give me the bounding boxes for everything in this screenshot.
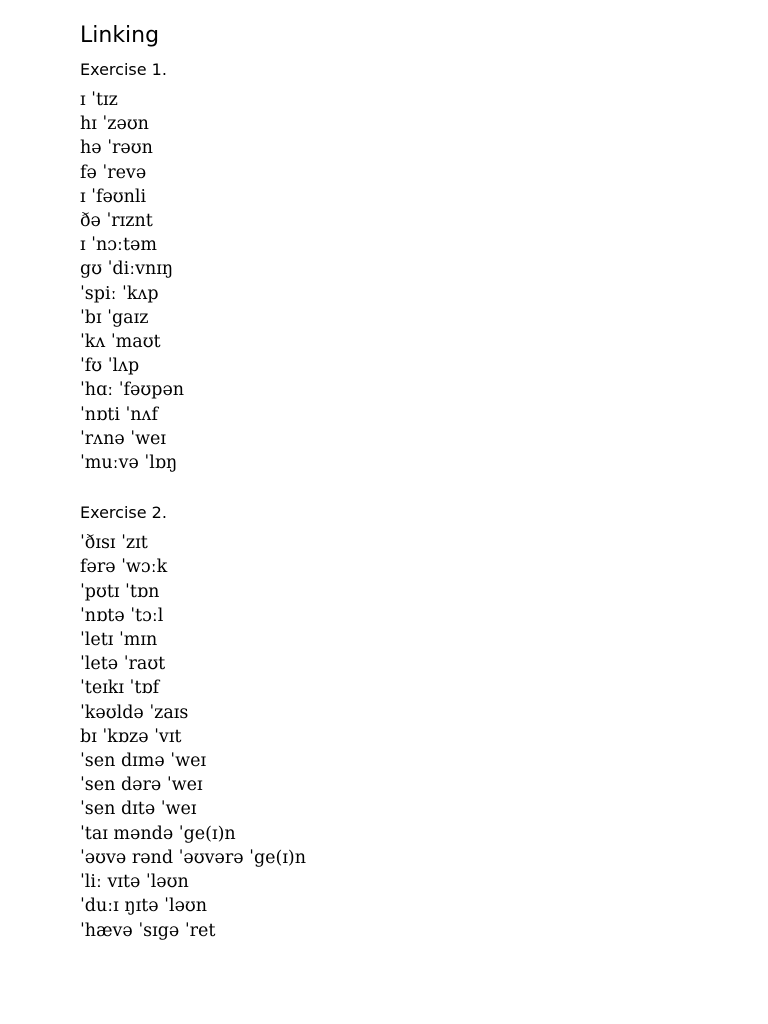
transcription-line: ˈbɪ ˈgaɪz	[80, 307, 149, 328]
exercise-2-list	[80, 531, 720, 942]
exercise-1-list	[80, 88, 720, 475]
section-spacer	[80, 475, 720, 503]
transcription-line: hɪ ˈzəʊn	[80, 114, 149, 135]
transcription-line: ˈfʊ ˈlʌp	[80, 356, 140, 377]
transcription-line: ˈliː vɪtə ˈləʊn	[80, 872, 189, 893]
transcription-line: ɪ ˈfəʊnli	[80, 186, 147, 207]
transcription-line: ˈletə ˈraʊt	[80, 654, 166, 675]
transcription-line: fə ˈrevə	[80, 162, 147, 183]
document-page	[80, 22, 720, 943]
transcription-line: ˈduːɪ ŋɪtə ˈləʊn	[80, 896, 208, 917]
transcription-line: ˈteɪkɪ ˈtɒf	[80, 678, 160, 699]
transcription-line: ˈmuːvə ˈlɒŋ	[80, 453, 178, 474]
transcription-line: ˈletɪ ˈmɪn	[80, 630, 158, 651]
exercise-1-heading: Exercise 1.	[80, 60, 167, 79]
exercise-2-section	[80, 503, 720, 942]
transcription-line: ˈspiː ˈkʌp	[80, 283, 159, 304]
transcription-line: ˈhɑː ˈfəʊpən	[80, 380, 185, 401]
transcription-line: ˈrʌnə ˈweɪ	[80, 428, 166, 449]
exercise-2-heading: Exercise 2.	[80, 503, 167, 523]
document-title: Linking	[80, 23, 160, 48]
transcription-line: ˈkʌ ˈmaʊt	[80, 332, 161, 353]
transcription-line: hə ˈrəʊn	[80, 138, 153, 159]
transcription-line: ˈpʊtɪ ˈtɒn	[80, 581, 160, 602]
transcription-line: ɪ ˈnɔːtəm	[80, 235, 157, 256]
transcription-line: ˈkəʊldə ˈzaɪs	[80, 702, 189, 723]
transcription-line: ˈəʊvə rənd ˈəʊvərə ˈge(ɪ)n	[80, 847, 307, 868]
exercise-1-section	[80, 60, 720, 475]
transcription-line: ˈnɒti ˈnʌf	[80, 404, 158, 425]
transcription-line: ɪ ˈtɪz	[80, 90, 118, 110]
transcription-line: ˈnɒtə ˈtɔːl	[80, 605, 164, 626]
transcription-line: ˈsen dərə ˈweɪ	[80, 775, 203, 796]
transcription-line: ˈsen dɪtə ˈweɪ	[80, 799, 197, 820]
transcription-line: fərə ˈwɔːk	[80, 557, 168, 578]
transcription-line: ˈtaɪ məndə ˈge(ɪ)n	[80, 823, 236, 844]
transcription-line: ðə ˈrɪznt	[80, 211, 153, 232]
transcription-line: gʊ ˈdiːvnɪŋ	[80, 259, 174, 280]
transcription-line: bɪ ˈkɒzə ˈvɪt	[80, 726, 182, 747]
transcription-line: ˈsen dɪmə ˈweɪ	[80, 751, 207, 772]
transcription-line: ˈhævə ˈsɪgə ˈret	[80, 920, 216, 941]
transcription-line: ˈðɪsɪ ˈzɪt	[80, 533, 148, 554]
